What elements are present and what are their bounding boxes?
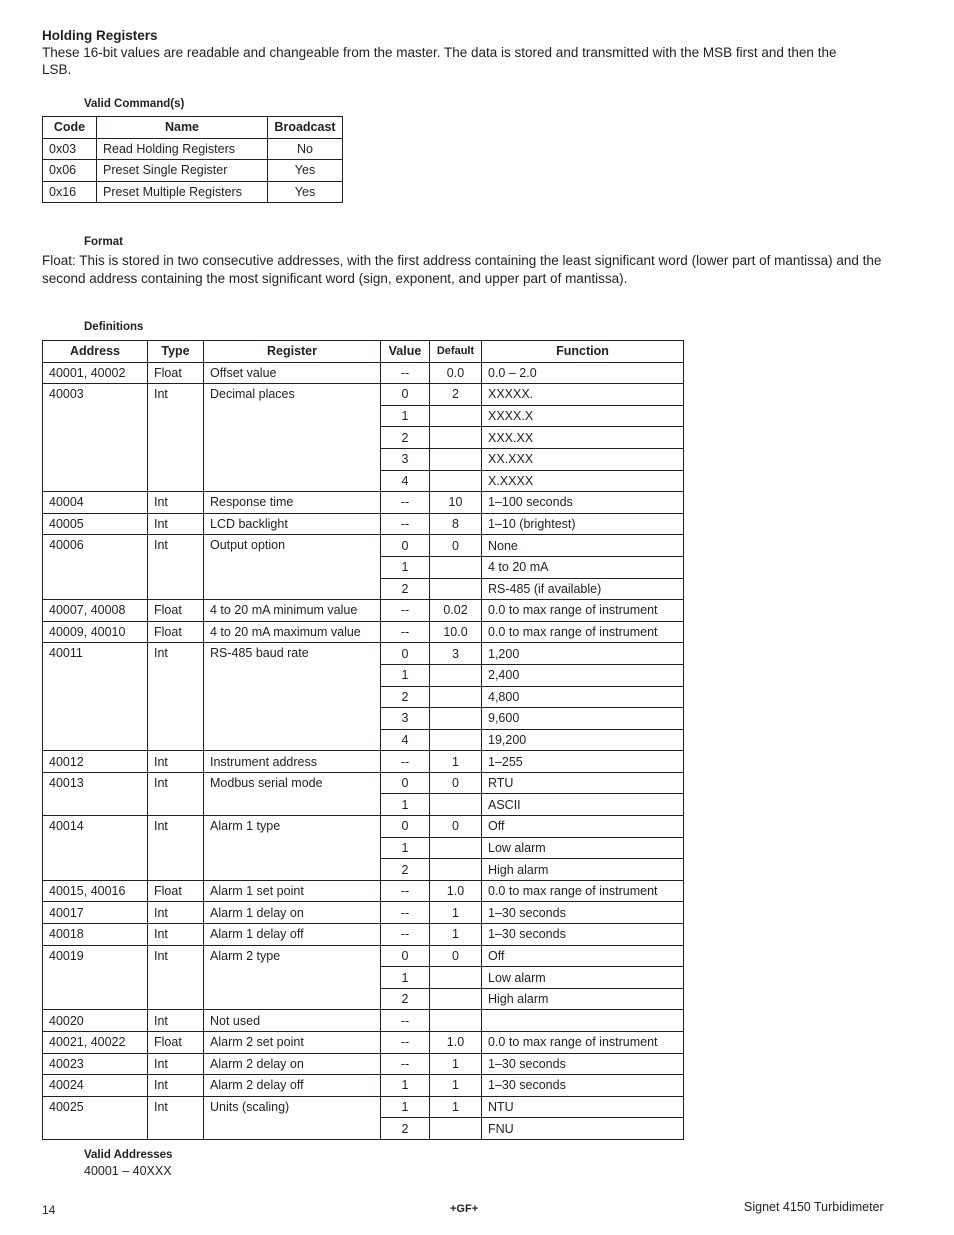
cell-default: [430, 470, 482, 492]
cell-default: 1: [430, 751, 482, 773]
cell-type: Int: [148, 1010, 204, 1032]
cell-value: 3: [381, 448, 430, 470]
cell-function: 1–100 seconds: [482, 492, 684, 514]
cell-address: 40018: [43, 924, 148, 946]
cell-value: 1: [381, 556, 430, 578]
cell-register: Alarm 1 set point: [204, 880, 381, 902]
cell-default: [430, 1010, 482, 1032]
cell-default: [430, 448, 482, 470]
cell-name: Preset Single Register: [97, 160, 268, 182]
cell-value: --: [381, 902, 430, 924]
cell-function: 0.0 to max range of instrument: [482, 600, 684, 622]
cell-address: 40001, 40002: [43, 362, 148, 384]
cell-value: 1: [381, 1096, 430, 1118]
cell-value: --: [381, 600, 430, 622]
cell-value: 0: [381, 816, 430, 838]
table-row: [43, 513, 684, 535]
cell-value: --: [381, 492, 430, 514]
cell-function: RTU: [482, 772, 684, 794]
cell-type: Float: [148, 362, 204, 384]
cell-function: 2,400: [482, 664, 684, 686]
table-row: [43, 138, 343, 160]
table-row: [43, 816, 684, 838]
cell-name: Read Holding Registers: [97, 138, 268, 160]
cell-default: [430, 794, 482, 816]
cell-default: 10.0: [430, 621, 482, 643]
cell-value: 1: [381, 405, 430, 427]
format-text: Float: This is stored in two consecutive addresses, with the first address containing the least significant word (lower part of mantissa) and the second address containing the most significant word (sign, exponent, and upper part of mantissa).: [42, 253, 882, 286]
cell-register: Units (scaling): [204, 1096, 381, 1139]
cell-default: 1: [430, 924, 482, 946]
cell-default: 10: [430, 492, 482, 514]
cell-function: Off: [482, 945, 684, 967]
cell-register: Alarm 2 delay off: [204, 1075, 381, 1097]
valid-addresses-title: Valid Addresses: [84, 1149, 173, 1161]
cell-function: 4 to 20 mA: [482, 556, 684, 578]
cell-default: [430, 405, 482, 427]
table-row: [43, 945, 684, 967]
cell-function: 0.0 to max range of instrument: [482, 621, 684, 643]
cell-default: [430, 729, 482, 751]
cell-register: Modbus serial mode: [204, 772, 381, 815]
column-header: Name: [97, 117, 268, 139]
cell-type: Int: [148, 1053, 204, 1075]
cell-default: 1.0: [430, 1032, 482, 1054]
cell-function: XX.XXX: [482, 448, 684, 470]
cell-value: 0: [381, 384, 430, 406]
table-row: [43, 600, 684, 622]
cell-register: Output option: [204, 535, 381, 600]
cell-type: Int: [148, 1096, 204, 1139]
cell-register: Offset value: [204, 362, 381, 384]
cell-type: Int: [148, 772, 204, 815]
cell-type: Float: [148, 880, 204, 902]
cell-value: 0: [381, 772, 430, 794]
cell-address: 40007, 40008: [43, 600, 148, 622]
cell-function: XXXX.X: [482, 405, 684, 427]
cell-function: 1–30 seconds: [482, 1075, 684, 1097]
cell-code: 0x03: [43, 138, 97, 160]
brand-logo: +GF+: [450, 1203, 479, 1215]
cell-type: Int: [148, 384, 204, 492]
column-header: Broadcast: [268, 117, 343, 139]
table-row: [43, 1010, 684, 1032]
cell-default: [430, 556, 482, 578]
cell-value: 2: [381, 686, 430, 708]
cell-value: --: [381, 621, 430, 643]
cell-default: [430, 837, 482, 859]
cell-value: 2: [381, 988, 430, 1010]
cell-address: 40004: [43, 492, 148, 514]
cell-type: Int: [148, 535, 204, 600]
cell-function: ASCII: [482, 794, 684, 816]
cell-default: 0.0: [430, 362, 482, 384]
cell-address: 40019: [43, 945, 148, 1010]
cell-address: 40005: [43, 513, 148, 535]
table-header-row: [43, 341, 684, 363]
cell-value: --: [381, 1032, 430, 1054]
cell-type: Int: [148, 816, 204, 881]
cell-default: [430, 686, 482, 708]
cell-address: 40012: [43, 751, 148, 773]
table-row: [43, 160, 343, 182]
cell-default: 1: [430, 902, 482, 924]
table-header-row: [43, 117, 343, 139]
cell-default: 1: [430, 1096, 482, 1118]
cell-address: 40017: [43, 902, 148, 924]
cell-default: 8: [430, 513, 482, 535]
cell-default: [430, 859, 482, 881]
cell-register: Alarm 2 delay on: [204, 1053, 381, 1075]
cell-value: --: [381, 1053, 430, 1075]
cell-broadcast: Yes: [268, 160, 343, 182]
cell-default: 0: [430, 945, 482, 967]
column-header: Function: [482, 341, 684, 363]
cell-type: Int: [148, 902, 204, 924]
cell-type: Float: [148, 621, 204, 643]
cell-type: Int: [148, 945, 204, 1010]
cell-value: --: [381, 924, 430, 946]
cell-function: 4,800: [482, 686, 684, 708]
table-row: [43, 1053, 684, 1075]
page-number: 14: [42, 1203, 56, 1217]
cell-type: Float: [148, 1032, 204, 1054]
cell-function: None: [482, 535, 684, 557]
cell-code: 0x06: [43, 160, 97, 182]
cell-function: 1–255: [482, 751, 684, 773]
cell-value: 2: [381, 1118, 430, 1140]
cell-default: 0.02: [430, 600, 482, 622]
cell-default: 0: [430, 772, 482, 794]
table-row: [43, 772, 684, 794]
cell-default: [430, 708, 482, 730]
valid-addresses-range: 40001 – 40XXX: [84, 1164, 172, 1178]
cell-value: 1: [381, 794, 430, 816]
cell-function: 0.0 – 2.0: [482, 362, 684, 384]
cell-value: --: [381, 880, 430, 902]
cell-type: Int: [148, 751, 204, 773]
cell-value: 4: [381, 729, 430, 751]
cell-function: 19,200: [482, 729, 684, 751]
cell-type: Int: [148, 643, 204, 751]
cell-default: 0: [430, 816, 482, 838]
cell-value: 1: [381, 837, 430, 859]
cell-register: Alarm 2 set point: [204, 1032, 381, 1054]
cell-value: 1: [381, 1075, 430, 1097]
product-title: Signet 4150 Turbidimeter: [744, 1200, 884, 1214]
cell-default: [430, 578, 482, 600]
cell-default: [430, 967, 482, 989]
cell-function: 0.0 to max range of instrument: [482, 1032, 684, 1054]
section-title: Holding Registers: [42, 28, 158, 43]
format-title: Format: [84, 236, 123, 248]
definitions-title: Definitions: [84, 321, 144, 333]
cell-default: [430, 988, 482, 1010]
column-header: Code: [43, 117, 97, 139]
cell-value: 0: [381, 945, 430, 967]
cell-value: 0: [381, 643, 430, 665]
table-row: [43, 1075, 684, 1097]
cell-type: Float: [148, 600, 204, 622]
cell-register: 4 to 20 mA maximum value: [204, 621, 381, 643]
cell-type: Int: [148, 924, 204, 946]
cell-default: 0: [430, 535, 482, 557]
table-row: [43, 643, 684, 665]
cell-function: 1–30 seconds: [482, 924, 684, 946]
cell-register: Decimal places: [204, 384, 381, 492]
cell-default: 3: [430, 643, 482, 665]
cell-address: 40025: [43, 1096, 148, 1139]
cell-value: 2: [381, 859, 430, 881]
cell-register: 4 to 20 mA minimum value: [204, 600, 381, 622]
cell-type: Int: [148, 513, 204, 535]
cell-value: --: [381, 1010, 430, 1032]
table-row: [43, 492, 684, 514]
cell-function: High alarm: [482, 859, 684, 881]
cell-default: 1.0: [430, 880, 482, 902]
cell-register: Response time: [204, 492, 381, 514]
cell-address: 40024: [43, 1075, 148, 1097]
table-row: [43, 924, 684, 946]
cell-default: 1: [430, 1053, 482, 1075]
cell-address: 40014: [43, 816, 148, 881]
cell-value: --: [381, 751, 430, 773]
cell-function: 1–30 seconds: [482, 902, 684, 924]
cell-value: 3: [381, 708, 430, 730]
cell-function: RS-485 (if available): [482, 578, 684, 600]
table-row: [43, 880, 684, 902]
table-row: [43, 535, 684, 557]
cell-register: Not used: [204, 1010, 381, 1032]
cell-value: --: [381, 513, 430, 535]
column-header: Type: [148, 341, 204, 363]
table-row: [43, 751, 684, 773]
cell-value: 1: [381, 967, 430, 989]
table-row: [43, 902, 684, 924]
cell-register: Alarm 1 type: [204, 816, 381, 881]
cell-address: 40006: [43, 535, 148, 600]
definitions-table: [42, 340, 684, 1140]
commands-title: Valid Command(s): [84, 98, 185, 110]
table-row: [43, 384, 684, 406]
cell-type: Int: [148, 492, 204, 514]
cell-register: RS-485 baud rate: [204, 643, 381, 751]
column-header: Address: [43, 341, 148, 363]
cell-broadcast: No: [268, 138, 343, 160]
cell-address: 40021, 40022: [43, 1032, 148, 1054]
cell-code: 0x16: [43, 181, 97, 203]
cell-function: Low alarm: [482, 967, 684, 989]
cell-function: XXX.XX: [482, 427, 684, 449]
cell-default: [430, 664, 482, 686]
cell-function: Off: [482, 816, 684, 838]
cell-function: 1–30 seconds: [482, 1053, 684, 1075]
cell-function: 1,200: [482, 643, 684, 665]
cell-value: 0: [381, 535, 430, 557]
cell-type: Int: [148, 1075, 204, 1097]
cell-address: 40013: [43, 772, 148, 815]
cell-register: Alarm 1 delay on: [204, 902, 381, 924]
cell-address: 40003: [43, 384, 148, 492]
cell-address: 40015, 40016: [43, 880, 148, 902]
cell-function: 9,600: [482, 708, 684, 730]
column-header: Default: [430, 341, 482, 363]
cell-function: FNU: [482, 1118, 684, 1140]
cell-function: 1–10 (brightest): [482, 513, 684, 535]
table-row: [43, 181, 343, 203]
cell-address: 40009, 40010: [43, 621, 148, 643]
table-row: [43, 1096, 684, 1118]
cell-address: 40011: [43, 643, 148, 751]
cell-value: 2: [381, 427, 430, 449]
cell-default: [430, 1118, 482, 1140]
cell-default: 1: [430, 1075, 482, 1097]
table-row: [43, 1032, 684, 1054]
cell-function: High alarm: [482, 988, 684, 1010]
cell-value: --: [381, 362, 430, 384]
cell-default: [430, 427, 482, 449]
cell-address: 40023: [43, 1053, 148, 1075]
cell-function: Low alarm: [482, 837, 684, 859]
intro-text: These 16-bit values are readable and changeable from the master. The data is stored and transmitted with the MSB first and then the LSB.: [42, 45, 837, 77]
column-header: Register: [204, 341, 381, 363]
column-header: Value: [381, 341, 430, 363]
cell-function: XXXXX.: [482, 384, 684, 406]
cell-register: Instrument address: [204, 751, 381, 773]
cell-register: LCD backlight: [204, 513, 381, 535]
cell-broadcast: Yes: [268, 181, 343, 203]
table-row: [43, 621, 684, 643]
cell-function: NTU: [482, 1096, 684, 1118]
cell-register: Alarm 2 type: [204, 945, 381, 1010]
cell-name: Preset Multiple Registers: [97, 181, 268, 203]
cell-function: 0.0 to max range of instrument: [482, 880, 684, 902]
cell-address: 40020: [43, 1010, 148, 1032]
cell-function: X.XXXX: [482, 470, 684, 492]
cell-value: 4: [381, 470, 430, 492]
cell-value: 1: [381, 664, 430, 686]
cell-function: [482, 1010, 684, 1032]
cell-register: Alarm 1 delay off: [204, 924, 381, 946]
commands-table: [42, 116, 343, 203]
cell-default: 2: [430, 384, 482, 406]
cell-value: 2: [381, 578, 430, 600]
table-row: [43, 362, 684, 384]
